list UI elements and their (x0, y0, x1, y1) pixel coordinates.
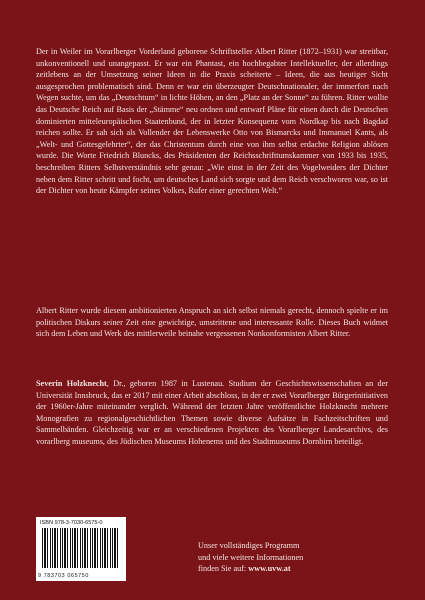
blurb-text: Der in Weiler im Vorarlberger Vorderland geborene Schriftsteller Albert Ritter (1872–1931) war streitbar, unkonventionell und unangepasst. Er war ein Phantast, ein hochbegabter Intellektueller, der allerdings zeitlebens an der Umsetzung seiner Ideen in die Praxis scheiterte – Ideen, die aus heutiger Sicht ausgesprochen problematisch sind. Denn er war ein überzeugter Deutschnationaler, der immerfort nach Wegen suchte, um das „Deutschtum“ in lichte Höhen, an den „Platz an der Sonne“ zu führen. Ritter wollte das Deutsche Reich auf Basis der „Stämme“ neu ordnen und entwarf Pläne für einen durch die Deutschen dominierten mitteleuropäischen Staatenbund, der in letzter Konsequenz vom Nordkap bis nach Bagdad reichen sollte. Er sah sich als Vollender der Lebenswerke Otto von Bismarcks und Immanuel Kants, als „Welt- und Gottesgelehrter“, der das Christentum durch eine von ihm selbst erdachte Religion ablösen wurde. Die Worte Friedrich Bluncks, des Präsidenten der Reichsschrifttumskammer von 1933 bis 1935, beschreiben Ritters Selbstverständnis sehr genau: „Wie einst in der Zeit des Vogelweiders der Dichter neben dem Ritter schritt und focht, um deutsches Land sich sorgte und dem Reich verschworen war, so ist der Dichter von heute Kämpfer seines Volkes, Rufer einer gerechten Welt.“ (36, 47, 388, 196)
barcode-digits: 9 783703 065750 (38, 573, 89, 579)
publisher-url[interactable]: www.uvw.at (248, 564, 291, 574)
author-bio-text: , Dr., geboren 1987 in Lustenau. Studium der Geschichtswissenschaften an der Universität Innsbruck, das er 2017 mit einer Arbeit abschloss, in der er zwei Vorarlberger Bürgerinitiativen der 1960er-Jahre miteinander verglich. Während der letzten Jahre veröffentlichte Holzknecht mehrere Monografien zu regionalgeschichtlichen Themen sowie diverse Aufsätze in Fachzeitschriften und Sammelbänden. Gleichzeitig war er an verschiedenen Projekten des Vorarlberger Landesarchivs, des vorarlberg museums, des Jüdischen Museums Hohenems und des Stadtmuseums Dornbirn beteiligt. (36, 379, 388, 446)
blurb-paragraph (36, 46, 388, 197)
summary-text: Albert Ritter wurde diesem ambitionierten Anspruch an sich selbst niemals gerecht, dennoch spielte er im politischen Diskurs seiner Zeit eine gewichtige, umstrittene und interessante Rolle. Dieses Buch widmet sich dem Leben und Werk des mittlerweile beinahe vergessenen Nonkonformisten Albert Ritter. (36, 306, 388, 339)
promo-line-1: Unser vollständiges Programm (198, 541, 300, 550)
isbn-barcode (36, 517, 126, 581)
barcode-bars (42, 528, 120, 568)
promo-line-2: und viele weitere Informationen (198, 552, 304, 562)
isbn-label: ISBN 978-3-7030-6575-0 (40, 520, 103, 526)
summary-paragraph (36, 305, 388, 340)
author-name: Severin Holzknecht (36, 379, 107, 388)
promo-line-3: finden Sie auf: (198, 564, 249, 574)
author-bio-paragraph (36, 378, 388, 448)
publisher-promo (198, 540, 388, 575)
